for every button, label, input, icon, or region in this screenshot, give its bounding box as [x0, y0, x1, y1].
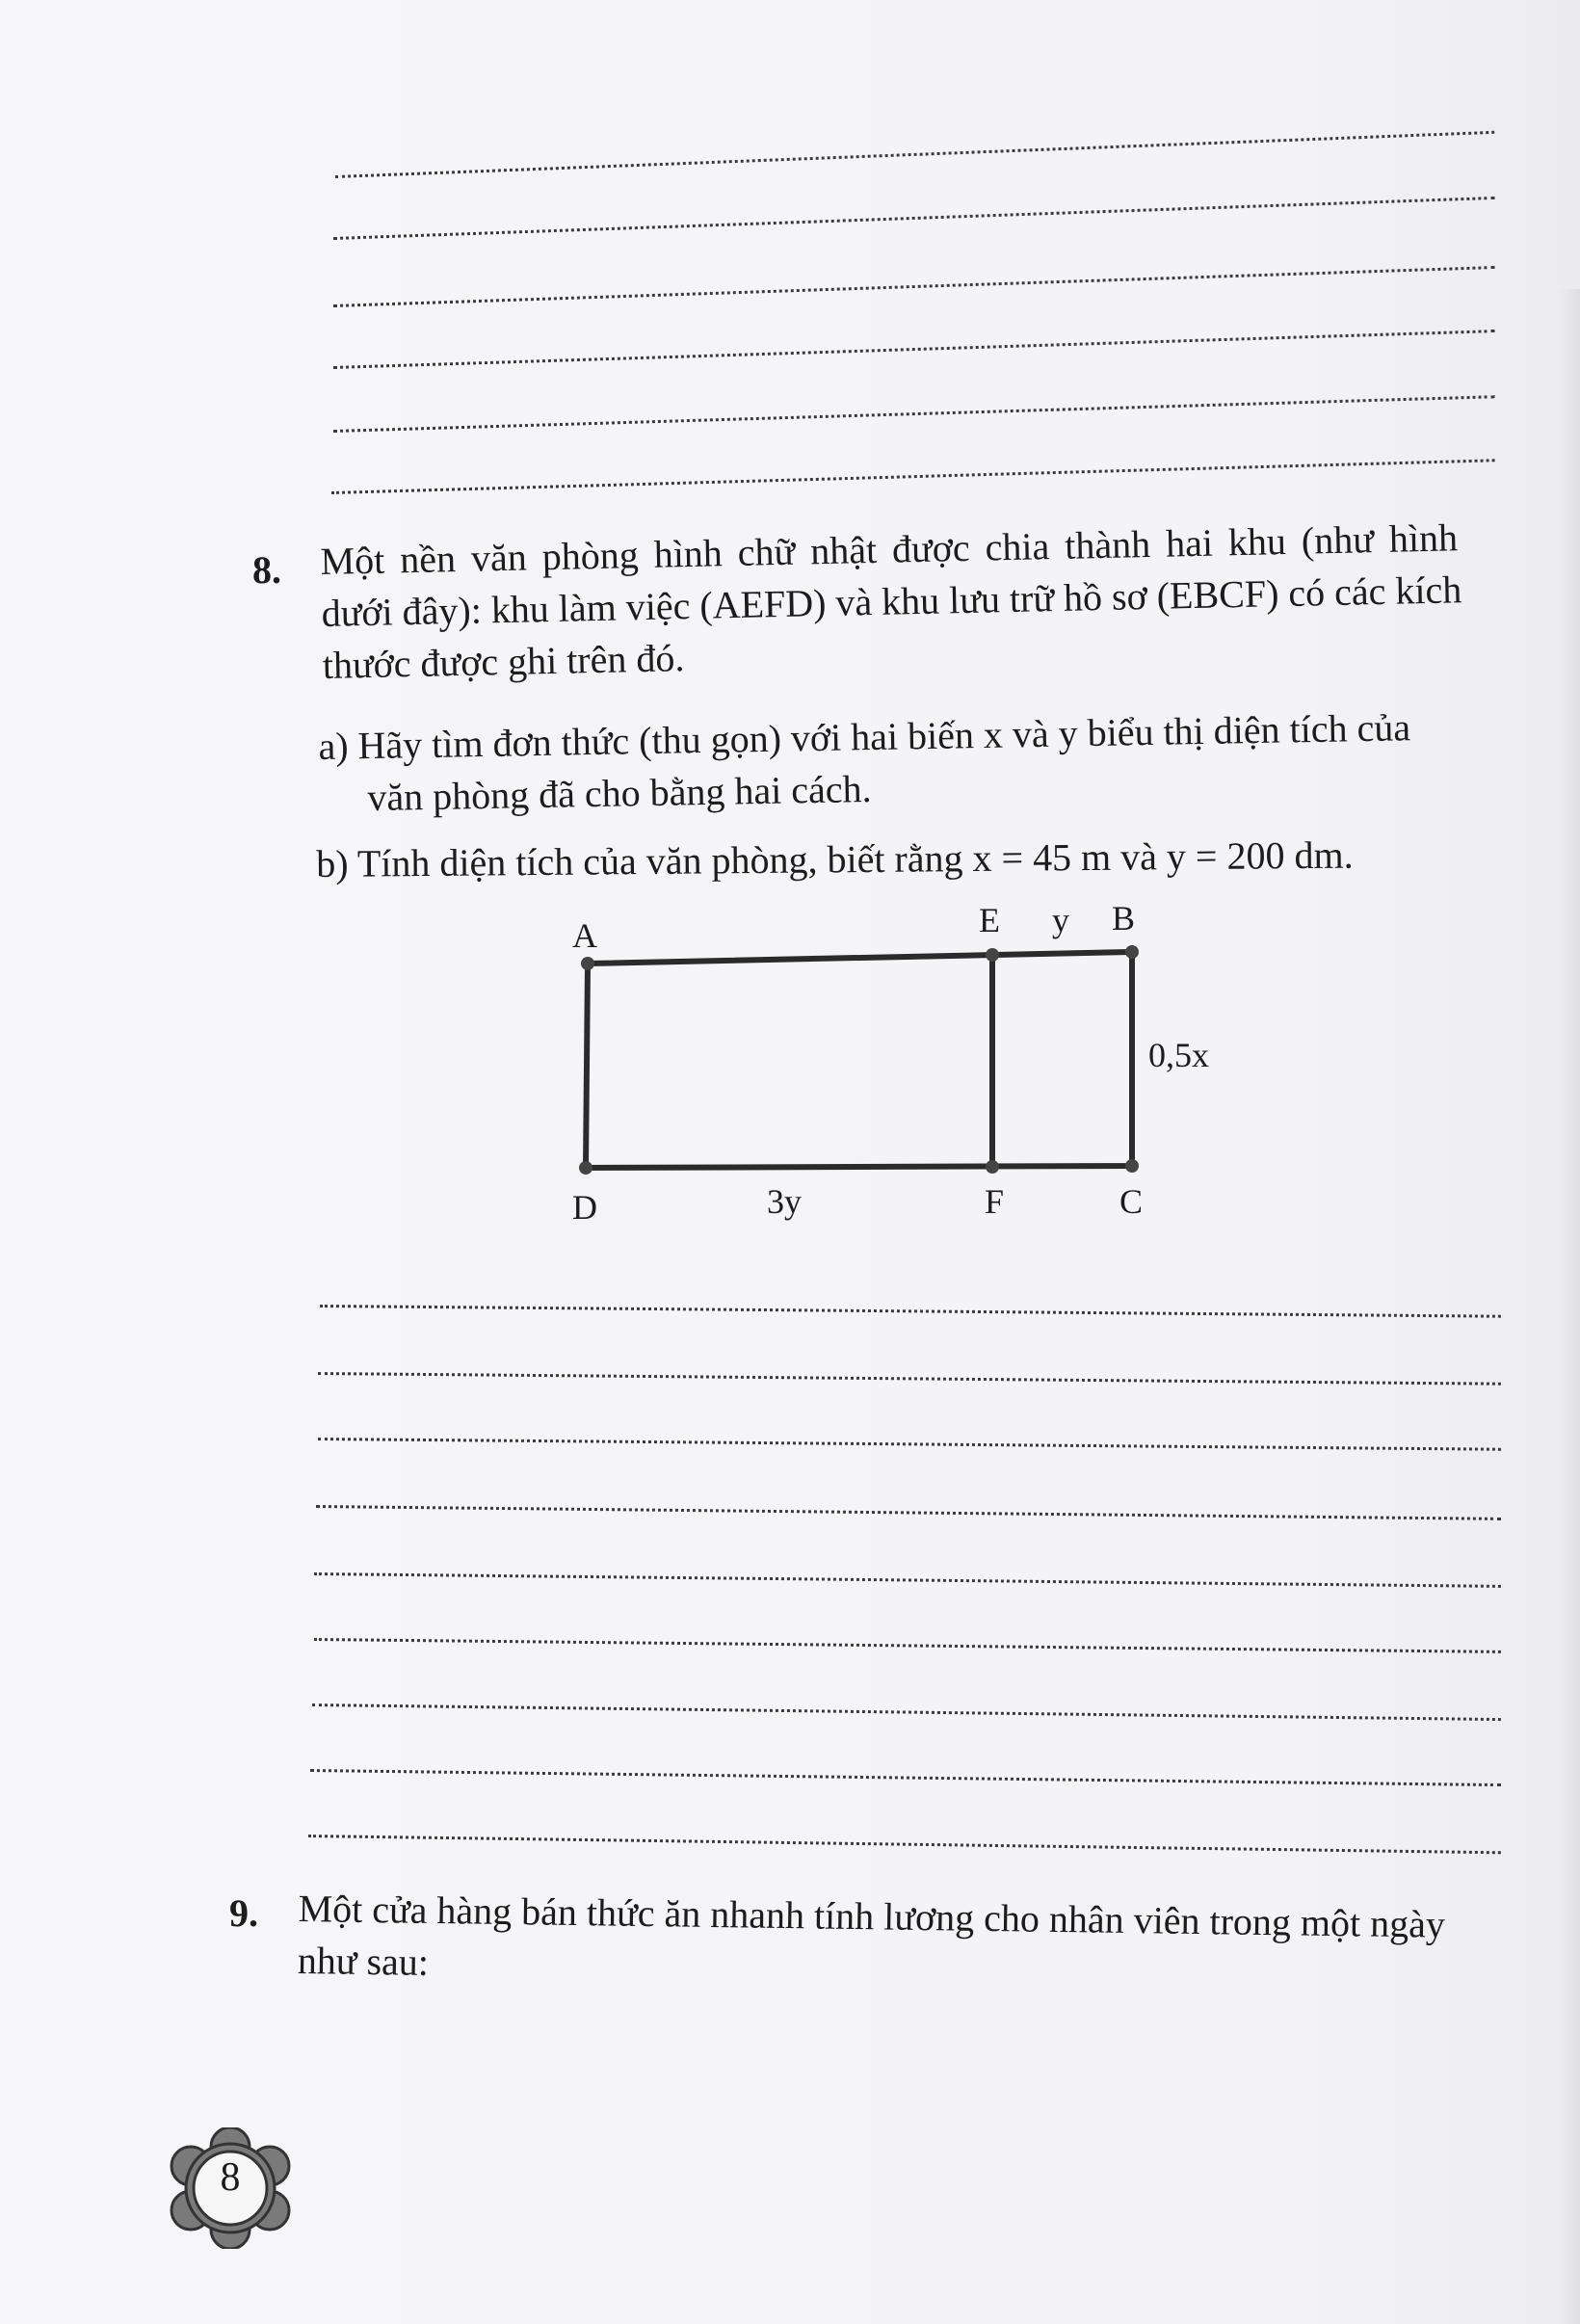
- outer-rectangle: [586, 952, 1132, 1168]
- question-8-line-2: dưới đây): khu làm việc (AEFD) và khu lưu trữ hồ sơ (EBCF) có các kích: [321, 568, 1462, 635]
- question-8b-line-1: b) Tính diện tích của văn phòng, biết rằng x = 45 m và y = 200 dm.: [316, 832, 1354, 885]
- question-8a-line-2: văn phòng đã cho bằng hai cách.: [367, 766, 872, 820]
- point-C: [1125, 1159, 1139, 1173]
- vertex-label-A: A: [572, 916, 597, 955]
- question-9-line-1: Một cửa hàng bán thức ăn nhanh tính lương cho nhân viên trong một ngày: [298, 1886, 1446, 1946]
- question-8-line-1: Một nền văn phòng hình chữ nhật được chia thành hai khu (như hình: [320, 515, 1459, 583]
- question-8-line-3: thước được ghi trên đó.: [322, 636, 685, 687]
- point-A: [581, 957, 594, 970]
- page-number-badge: [162, 2127, 299, 2249]
- vertex-label-C: C: [1119, 1182, 1144, 1221]
- point-D: [579, 1161, 592, 1175]
- segment-label-y: y: [1052, 901, 1069, 939]
- page-number: 8: [220, 2155, 241, 2200]
- point-E: [986, 948, 999, 962]
- vertex-label-B: B: [1112, 899, 1136, 938]
- question-9-number: 9.: [229, 1891, 258, 1935]
- point-F: [986, 1160, 999, 1174]
- segment-label-3y: 3y: [767, 1182, 802, 1221]
- question-9-line-2: như sau:: [297, 1938, 430, 1984]
- vertex-label-E: E: [979, 901, 1000, 939]
- question-8-number: 8.: [252, 548, 281, 592]
- side-label-0-5x: 0,5x: [1148, 1036, 1209, 1074]
- question-8a-line-1: a) Hãy tìm đơn thức (thu gọn) với hai biến x và y biểu thị diện tích của: [318, 705, 1411, 768]
- vertex-label-F: F: [985, 1182, 1005, 1221]
- question-9-text: [297, 1883, 1521, 2004]
- vertex-label-D: D: [572, 1188, 597, 1227]
- point-B: [1125, 945, 1139, 959]
